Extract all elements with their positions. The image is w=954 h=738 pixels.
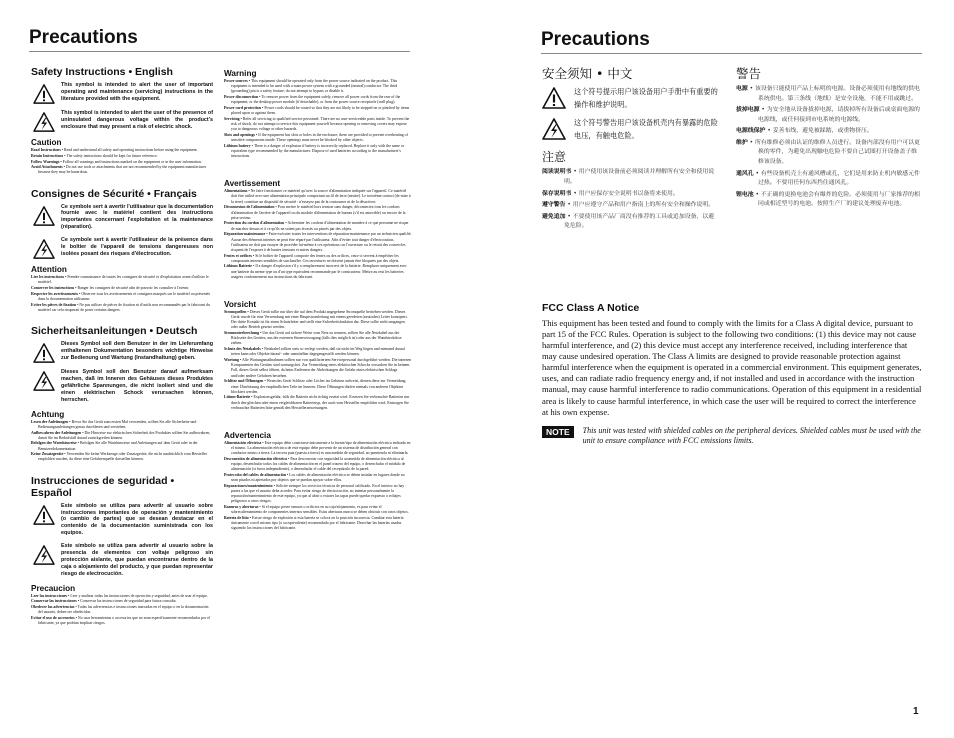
avertissement-list — [224, 189, 412, 280]
list-item: Alimentación eléctrica • Este equipo debe conectarse únicamente a la fuente/tipo de alimentación eléctrica indicada en el mismo. La alimentación eléctrica de este equipo debe provenir de un sistema de distribución general con conductor neutro a tierra. La tercera pata (puesta a tierra) es una medida de seguridad, no puentearla ni eliminarla. — [224, 440, 411, 456]
high-voltage-icon — [542, 118, 566, 140]
vorsicht-list — [224, 310, 412, 411]
francais-caution-list — [31, 275, 213, 313]
exclamation-warning-icon — [33, 84, 55, 104]
list-item: 电源 • 该设备只能使用产品上标明的电源。设备必须使用有地线的供电系统供电。第三条线（地线）是安全设施，不能不用或跳过。 — [736, 86, 920, 102]
english-symbol-1: This symbol is intended to alert the user of important operating and maintenance (servicing) instructions in the literature provided with the equipment. — [31, 82, 213, 104]
list-item: Respecter les avertissements • Observer tous les avertissements et consignes marqués sur le matériel ou présentés dans la documentation utilisateur. — [31, 291, 211, 301]
deutsch-caution-heading: Achtung — [31, 409, 65, 419]
list-item: Avoid Attachments • Do not use tools or attachments that are not recommended by the equipment manufacturer because they may be hazardous. — [31, 165, 207, 175]
francais-heading: Consignes de Sécurité • Français — [31, 187, 197, 200]
chinese-heading: 安全须知 • 中文 — [542, 66, 633, 81]
english-caution-list — [31, 148, 213, 176]
list-item: 通风孔 • 有些设备机壳上有通风槽或孔，它们是用来防止机内敏感元件过热。不要用任何东西挡住通风孔。 — [736, 170, 920, 187]
francais-caution-heading: Attention — [31, 265, 67, 275]
list-item: Obedecer las advertencias • Todas las advertencias e instrucciones marcadas en el equipo o en la documentación del usuario, deben ser obedecidas. — [31, 605, 209, 615]
vorsicht-heading: Vorsicht — [224, 299, 257, 309]
chinese-notice-heading: 注意 — [542, 150, 567, 165]
list-item: Power disconnection • To remove power from the equipment safely, remove all power cords from the rear of the equipment, or the desktop power module (if detachable), or from the power source receptacle (wall plug). — [224, 95, 401, 105]
warning-list — [224, 79, 412, 159]
list-item: Slots and openings • If the equipment has slots or holes in the enclosure, these are provided to prevent overheating of sensitive components inside. These openings must never be blocked by other objects. — [224, 132, 408, 143]
high-voltage-icon — [33, 371, 55, 391]
espanol-symbol-1: Este símbolo se utiliza para advertir al usuario sobre instrucciones importantes de operación y mantenimiento (o cambio de partes) que se desean destacar en el contenido de la documentación suministrada con los equipos. — [31, 503, 213, 538]
list-item: Réparation-maintenance • Faire exécuter toutes les interventions de réparation-maintenance par un technicien qualifié. Aucun des éléments internes ne peut être réparé par l'utilisateur. Afin d'éviter tout danger d'électrocution, l'utilisateur ne doit pas essayer de procéder lui-même à ces opérations car l'ouverture ou le retrait des couvercles risquent de l'exposer à de hautes tensions et autres dangers. — [224, 232, 412, 252]
chinese-warning-list — [736, 85, 922, 210]
avertissement-heading: Avertissement — [224, 179, 281, 189]
list-item: Follow Warnings • Follow all warnings and instructions marked on the equipment or in the user information. — [31, 159, 202, 164]
list-item: Conservar las instrucciones • Conservar las instrucciones de seguridad para futura consulta. — [31, 599, 177, 604]
francais-symbol-2: Ce symbole sert à avertir l'utilisateur de la présence dans le boîtier de l'appareil de tensions dangereuses non isolées posant des risques d'électrocution. — [31, 237, 213, 259]
chinese-warning-column — [736, 64, 922, 304]
page-title-right: Precautions — [541, 29, 650, 50]
list-item: Wartung • Alle Wartungsmaßnahmen sollten nur von qualifiziertem Servicepersonal durchgeführt werden. Die internen Komponenten des Gerätes sind wartungsfrei. Zur Vermeidung eines elektrischen Schocks versuchen Sie in keinem Fall, dieses Gerät selbst öffnen, da beim Entfernen der Abdeckungen die Gefahr eines elektrischen Schlags und/oder andere Gefahren bestehen. — [224, 358, 412, 378]
page-number: 1 — [913, 706, 919, 717]
chinese-symbol-2: 这个符号警告用户该设备机壳内有暴露的危险电压，有触电危险。 — [542, 117, 720, 142]
english-heading: Safety Instructions • English — [31, 66, 173, 78]
deutsch-heading: Sicherheitsanleitungen • Deutsch — [31, 325, 198, 338]
chinese-notice-list — [542, 168, 720, 231]
list-item: Batería de litio • Existe riesgo de explosión si esta batería se coloca en la posición incorrecta. Cambiar esta batería únicamente con el mismo tipo (o su equivalente) recomendado por el fabricante. Desechar las baterías usadas siguiendo las instrucciones del fabricante. — [224, 516, 404, 531]
fcc-section — [542, 302, 922, 452]
list-item: Schlitze und Öffnungen • Wenn das Gerät Schlitze oder Löcher im Gehäuse aufweist, dienen diese zur Vermeidung einer Überhitzung der empfindlichen Teile im Inneren. Diese Öffnungen dürfen niemals von anderen Objekten blockiert werden. — [224, 379, 406, 394]
list-item: 阅读说明书 • 用户使用该设备前必须阅读并理解所有安全和使用说明。 — [542, 169, 715, 185]
list-item: 保存说明书 • 用户应保存安全说明书以备将来使用。 — [542, 190, 679, 197]
title-rule-left — [29, 51, 410, 52]
advertencia-list — [224, 441, 412, 532]
list-item: Servicing • Refer all servicing to qualified service personnel. There are no user-serviceable parts inside. To prevent the risk of shock, do not attempt to service this equipment yourself because opening or removing covers may expose you to dangerous voltage or other hazards. — [224, 116, 410, 132]
chinese-warning-heading: 警告 — [736, 66, 762, 81]
chinese-symbol-1: 这个符号提示用户该设备用户手册中有重要的操作和维护说明。 — [542, 86, 720, 111]
list-item: Protection du cordon d'alimentation • Acheminer les cordons d'alimentation de manière à ce que personne ne risque de marcher dessus et à ce qu'ils ne soient pas écrasés ou pincés par des objets. — [224, 221, 409, 231]
list-item: Eviter les pièces de fixation • Ne pas utiliser de pièces de fixation ni d'outils non recommandés par le fabricant du matériel car cela risquerait de poser certains dangers. — [31, 302, 210, 312]
list-item: Retain Instructions • The safety instructions should be kept for future reference. — [31, 153, 158, 158]
deutsch-symbol-2: Dieses Symbol soll den Benutzer darauf aufmerksam machen, daß im Inneren des Gehäuses dieses Produktes gefährliche Spannungen, die nicht isoliert sind und die einen elektrischen Schock verursachen können, herrschen. — [31, 369, 213, 404]
chinese-safety-column — [542, 64, 720, 324]
list-item: 维护 • 所有维修必须由认证的维修人员进行。设备内部没有用户可以更换的零件，为避免出现触电危险不要自己试图打开设备盖子维修该设备。 — [736, 139, 920, 165]
list-item: 锂电池 • 不正确的更换电池会有爆炸的危险。必须使用与厂家推荐的相同或相近型号的电池。按照生产厂的建议处理废弃电池。 — [736, 191, 920, 208]
left-column-b — [224, 69, 412, 731]
list-item: Déconnexion de l'alimentation • Pour mettre le matériel hors tension sans danger, déconnectez tous les cordons d'alimentation de l'arrière de l'appareil ou du module d'alimentation de bureau (s'il est amovible) ou encore de la prise secteur. — [224, 205, 406, 220]
deutsch-symbol-1: Dieses Symbol soll dem Benutzer in der im Lieferumfang enthaltenen Dokumentation besonders wichtige Hinweise zur Bedienung und Wartung (Instandhaltung) geben. — [31, 341, 213, 363]
high-voltage-icon — [33, 239, 55, 259]
warning-heading: Warning — [224, 69, 257, 78]
english-symbol-2: This symbol is intended to alert the user of the presence of uninsulated dangerous voltage within the product's enclosure that may present a risk of electric shock. — [31, 110, 213, 132]
list-item: Lithium battery • There is a danger of explosion if battery is incorrectly replaced. Replace it only with the same or equivalent type recommended by the manufacturer. Dispose of used batteries according to the manufacturer's instructions. — [224, 143, 405, 159]
list-item: Conserver les instructions • Ranger les consignes de sécurité afin de pouvoir les consulter à l'avenir. — [31, 286, 190, 291]
page-title-left: Precautions — [29, 27, 138, 48]
list-item: Stromunterbrechung • Um das Gerät auf sichere Weise vom Netz zu trennen, sollten Sie alle Netzkabel aus der Rückseite des Gerätes, aus der externen Stromversorgung (falls dies möglich ist) oder aus der Wandsteckdose ziehen. — [224, 331, 402, 346]
list-item: 遵守警告 • 用户应遵守产品和用户指南上的所有安全和操作说明。 — [542, 202, 715, 209]
list-item: Evitar el uso de accesorios • No usar herramientas o accesorios que no sean específicamente recomendados por el fabricante, ya que podrían implicar riesgos. — [31, 616, 211, 626]
exclamation-warning-icon — [33, 343, 55, 363]
list-item: Power cord protection • Power cords should be routed so that they are not likely to be stepped on or pinched by items placed upon or against them. — [224, 105, 410, 116]
espanol-symbol-2: Este símbolo se utiliza para advertir al usuario sobre la presencia de elementos con voltaje peligroso sin protección aislante, que puedan encontrarse dentro de la caja o alojamiento del producto, y que puedan representar riesgo de electrocución. — [31, 543, 213, 578]
list-item: Read Instructions • Read and understand all safety and operating instructions before using the equipment. — [31, 148, 198, 152]
fcc-heading: FCC Class A Notice — [542, 302, 640, 314]
list-item: Power sources • This equipment should be operated only from the power source indicated on the product. This equipment is intended to be used with a main power system with a grounded (neutral) conductor. The third (grounding) pin is a safety feature, do not attempt to bypass or disable it. — [224, 79, 398, 94]
list-item: 避免追加 • 不要使用该产品厂商没有推荐的工具或追加设备，以避免危险。 — [542, 213, 715, 230]
francais-symbol-1: Ce symbole sert à avertir l'utilisateur que la documentation fournie avec le matériel contient des instructions importantes concernant l'exploitation et la maintenance (réparation). — [31, 204, 213, 232]
exclamation-warning-icon — [542, 87, 566, 109]
list-item: Lithium Batterie • Il a danger d'explosion s'il y a remplacement incorrect de la batterie. Remplacer uniquement avec une batterie du meme type ou d'un type equivalent recommande par le constructeur. Mettre au reut les batteries usagees conformement aux instructions du fabricant. — [224, 264, 407, 279]
list-item: Schutz des Netzkabels • Netzkabel sollten stets so verlegt werden, daß sie nicht im Weg liegen und niemand darauf treten kann oder Objekte darauf- oder unmittelbar dagegengestellt werden können. — [224, 347, 405, 357]
high-voltage-icon — [33, 545, 55, 565]
fcc-body: This equipment has been tested and found to comply with the limits for a Class A digital device, pursuant to part 15 of the FCC Rules. Operation is subject to the following two conditions: (1) this device may not cause harmful interference, and (2) this device must accept any interference received, including interference that may cause undesired operation. The Class A limits are designed to provide reasonable protection against harmful interference when the equipment is operated in a commercial environment. This equipment generates, uses, and can radiate radio frequency energy and, if not installed and used in accordance with the instruction manual, may cause harmful interference to radio communications. Operation of this equipment in a residential area is likely to cause harmful interference, in which case the user will be required to correct the interference at his own expense. — [542, 318, 922, 417]
list-item: Befolgen der Warnhinweise • Befolgen Sie alle Warnhinweise und Anleitungen auf dem Gerät oder in der Benutzerdokumentation. — [31, 441, 198, 451]
list-item: Ranuras y aberturas • Si el equipo posee ranuras o orificios en su caja/alojamiento, es para evitar el sobrecalientamiento de componentes internos sensibles. Estas aberturas nunca se deben obstruir con otros objetos. — [224, 505, 409, 515]
list-item: Reparaciones/mantenimiento • Solicite siempre los servicios técnicos de personal calificado. En el interior no hay partes a las que el usuario deba acceder. Para evitar riesgo de electrocución, no intentar personalmente la reparación/mantenimiento de este equipo, ya que al abrir o extraer las tapas puede quedar expuesto a voltajes peligrosos u otros riesgos. — [224, 483, 405, 504]
exclamation-warning-icon — [33, 505, 55, 525]
note-badge: NOTE — [542, 426, 574, 438]
list-item: Lesen der Anleitungen • Bevor Sie das Gerät zum ersten Mal verwenden, sollten Sie alle Sicherheits-und Bedienungsanleitungen genau durchlesen und verstehen. — [31, 419, 197, 429]
list-item: Aufbewahren der Anleitungen • Die Hinweise zur elektrischen Sicherheit des Produktes sollten Sie aufbewahren, damit Sie im Bedarfsfall darauf zurückgreifen können. — [31, 430, 211, 440]
high-voltage-icon — [33, 112, 55, 132]
deutsch-caution-list — [31, 420, 213, 463]
espanol-caution-list — [31, 594, 213, 627]
list-item: Protección del cables de alimentación • Los cables de alimentación eléctrica se deben instalar en lugares donde no sean pisados ni apretados por objetos que se puedan apoyar sobre ellos. — [224, 473, 405, 483]
list-item: Leer las instrucciones • Leer y analizar todas las instrucciones de operación y seguridad, antes de usar el equipo. — [31, 593, 208, 598]
list-item: 拔掉电源 • 为安全地从设备拔掉电源，请拔掉所有设备后或桌面电源的电源线，或任何接到市电系统的电源线。 — [736, 107, 920, 123]
english-caution-heading: Caution — [31, 138, 62, 147]
list-item: Fentes et orifices • Si le boîtier de l'appareil comporte des fentes ou des orifices, ceux-ci servent à empêcher les composants internes sensibles de surchauffer. Ces ouvertures ne doivent jamais être bloquées par des objets. — [224, 253, 400, 263]
list-item: Litium-Batterie • Explosionsgefahr, falls die Batterie nicht richtig ersetzt wird. Ersetzen Sie verbrauchte Batterien nur durch den gleichen oder einen vergleichbaren Batterietyp, der auch vom Hersteller empfohlen wird. Entsorgen Sie verbrauchte Batterien bitte gemäß den Herstelleranweisungen. — [224, 395, 410, 410]
espanol-heading: Instrucciones de seguridad • Español — [31, 474, 175, 499]
title-rule-right — [541, 53, 922, 54]
advertencia-heading: Advertencia — [224, 430, 271, 440]
list-item: 电源线保护 • 妥善布线，避免被踩踏，或重物挤压。 — [736, 128, 873, 135]
list-item: Stromquellen • Dieses Gerät sollte nur über die auf dem Produkt angegebene Stromquelle betrieben werden. Dieses Gerät wurde für eine Verwendung mit einer Hauptstromleitung mit einem geerdeten (neutralen) Leiter konzipiert. Der dritte Kontakt ist für einen Schutzleiter und stellt eine Sicherheitsfunktion dar. Diese sollte nicht umgangen oder außer Betrieb gesetzt werden. — [224, 309, 408, 330]
list-item: Lire les instructions • Prendre connaissance de toutes les consignes de sécurité et d'exploitation avant d'utiliser le matériel. — [31, 275, 209, 285]
exclamation-warning-icon — [33, 206, 55, 226]
note-text: This unit was tested with shielded cables on the peripheral devices. Shielded cables must be used with the unit to ensure compliance with FCC emissions limits. — [582, 425, 921, 446]
fcc-note — [542, 426, 922, 447]
list-item: Alimentations • Ne faire fonctionner ce matériel qu'avec la source d'alimentation indiquée sur l'appareil. Ce matériel doit être utilisé avec une alimentation principale comportant un fil de terre (neutre). Le troisième contact (de mise à la terre) constitue un dispositif de sécurité : n'essayez pas de la contourner ni de la désactiver. — [224, 189, 411, 204]
left-column-a — [31, 66, 213, 731]
espanol-caution-heading: Precaucion — [31, 583, 76, 593]
list-item: Desconexión de alimentación eléctrica • Para desconectar con seguridad la acometida de alimentación eléctrica al equipo, desenchufar todos los cables de alimentación en el panel trasero del equipo, o desenchufar el módulo de alimentación (si fuera independiente), o desenchufar el cable del receptáculo de la pared. — [224, 456, 406, 472]
list-item: Keine Zusatzgeräte • Verwenden Sie keine Werkzeuge oder Zusatzgeräte, die nicht ausdrücklich vom Hersteller empfohlen wurden, da diese eine Gefahrenquelle darstellen können. — [31, 452, 207, 462]
